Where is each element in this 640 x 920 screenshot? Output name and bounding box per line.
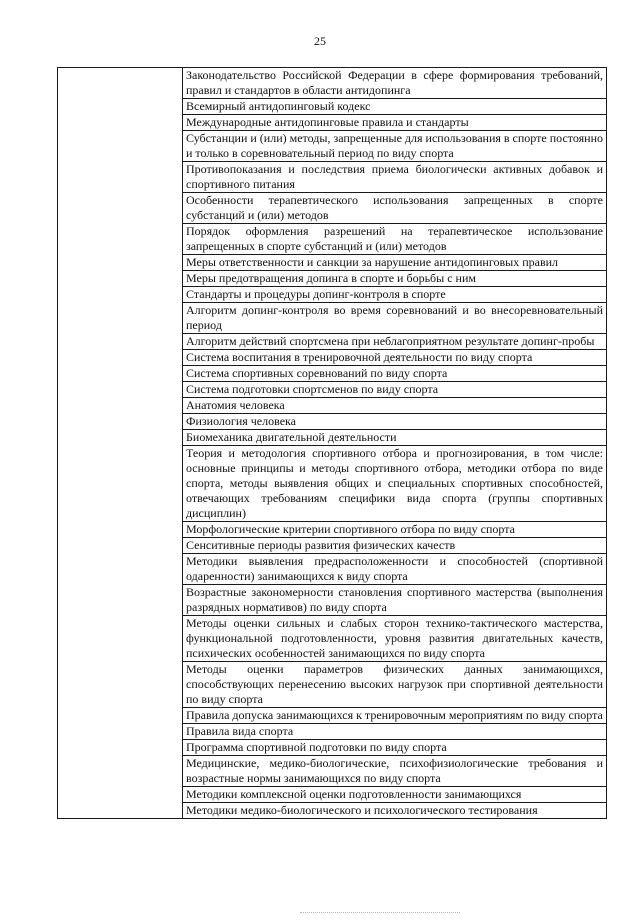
knowledge-item: Возрастные закономерности становления спортивного мастерства (выполнения разрядных нормативов) по виду спорта — [183, 585, 607, 616]
knowledge-item: Меры ответственности и санкции за нарушение антидопинговых правил — [183, 255, 607, 271]
knowledge-table-body — [58, 68, 607, 819]
knowledge-item: Анатомия человека — [183, 398, 607, 414]
knowledge-item: Субстанции и (или) методы, запрещенные для использования в спорте постоянно и только в соревновательный период по виду спорта — [183, 131, 607, 162]
scan-artifact-line — [300, 912, 460, 914]
knowledge-item: Медицинские, медико-биологические, психофизиологические требования и возрастные нормы занимающихся по виду спорта — [183, 756, 607, 787]
knowledge-item: Противопоказания и последствия приема биологически активных добавок и спортивного питания — [183, 162, 607, 193]
knowledge-item: Меры предотвращения допинга в спорте и борьбы с ним — [183, 271, 607, 287]
knowledge-item: Алгоритм действий спортсмена при неблагоприятном результате допинг-пробы — [183, 334, 607, 350]
knowledge-item: Система воспитания в тренировочной деятельности по виду спорта — [183, 350, 607, 366]
knowledge-item: Система спортивных соревнований по виду спорта — [183, 366, 607, 382]
knowledge-item: Всемирный антидопинговый кодекс — [183, 99, 607, 115]
knowledge-item: Правила вида спорта — [183, 724, 607, 740]
knowledge-item: Теория и методология спортивного отбора и прогнозирования, в том числе: основные принципы и методы спортивного отбора, методики отбора по виде спорта, методы выявления общих и специальных спортивных способностей, отвечающих требованиям специфики вида спорта (группы спортивных дисциплин) — [183, 446, 607, 522]
empty-left-cell — [58, 68, 183, 819]
page-number: 25 — [314, 34, 326, 48]
knowledge-item: Методики медико-биологического и психологического тестирования — [183, 803, 607, 819]
knowledge-item: Методики выявления предрасположенности и способностей (спортивной одаренности) занимающихся к виду спорта — [183, 554, 607, 585]
knowledge-item: Методы оценки параметров физических данных занимающихся, способствующих перенесению высоких нагрузок при спортивной деятельности по виду спорта — [183, 662, 607, 708]
knowledge-table — [57, 67, 607, 819]
knowledge-item: Алгоритм допинг-контроля во время соревнований и во внесоревновательный период — [183, 303, 607, 334]
knowledge-item: Законодательство Российской Федерации в сфере формирования требований, правил и стандартов в области антидопинга — [183, 68, 607, 99]
knowledge-item: Сенситивные периоды развития физических качеств — [183, 538, 607, 554]
knowledge-item: Международные антидопинговые правила и стандарты — [183, 115, 607, 131]
knowledge-item: Правила допуска занимающихся к тренировочным мероприятиям по виду спорта — [183, 708, 607, 724]
knowledge-item: Особенности терапевтического использования запрещенных в спорте субстанций и (или) методов — [183, 193, 607, 224]
knowledge-item: Порядок оформления разрешений на терапевтическое использование запрещенных в спорте субстанций и (или) методов — [183, 224, 607, 255]
knowledge-item: Программа спортивной подготовки по виду спорта — [183, 740, 607, 756]
table-row — [58, 68, 607, 99]
knowledge-item: Система подготовки спортсменов по виду спорта — [183, 382, 607, 398]
knowledge-item: Физиология человека — [183, 414, 607, 430]
knowledge-item: Стандарты и процедуры допинг-контроля в спорте — [183, 287, 607, 303]
knowledge-item: Методики комплексной оценки подготовленности занимающихся — [183, 787, 607, 803]
knowledge-item: Методы оценки сильных и слабых сторон технико-тактического мастерства, функциональной подготовленности, уровня развития двигательных качеств, психических особенностей занимающихся по виду спорта — [183, 616, 607, 662]
knowledge-item: Биомеханика двигательной деятельности — [183, 430, 607, 446]
knowledge-item: Морфологические критерии спортивного отбора по виду спорта — [183, 522, 607, 538]
